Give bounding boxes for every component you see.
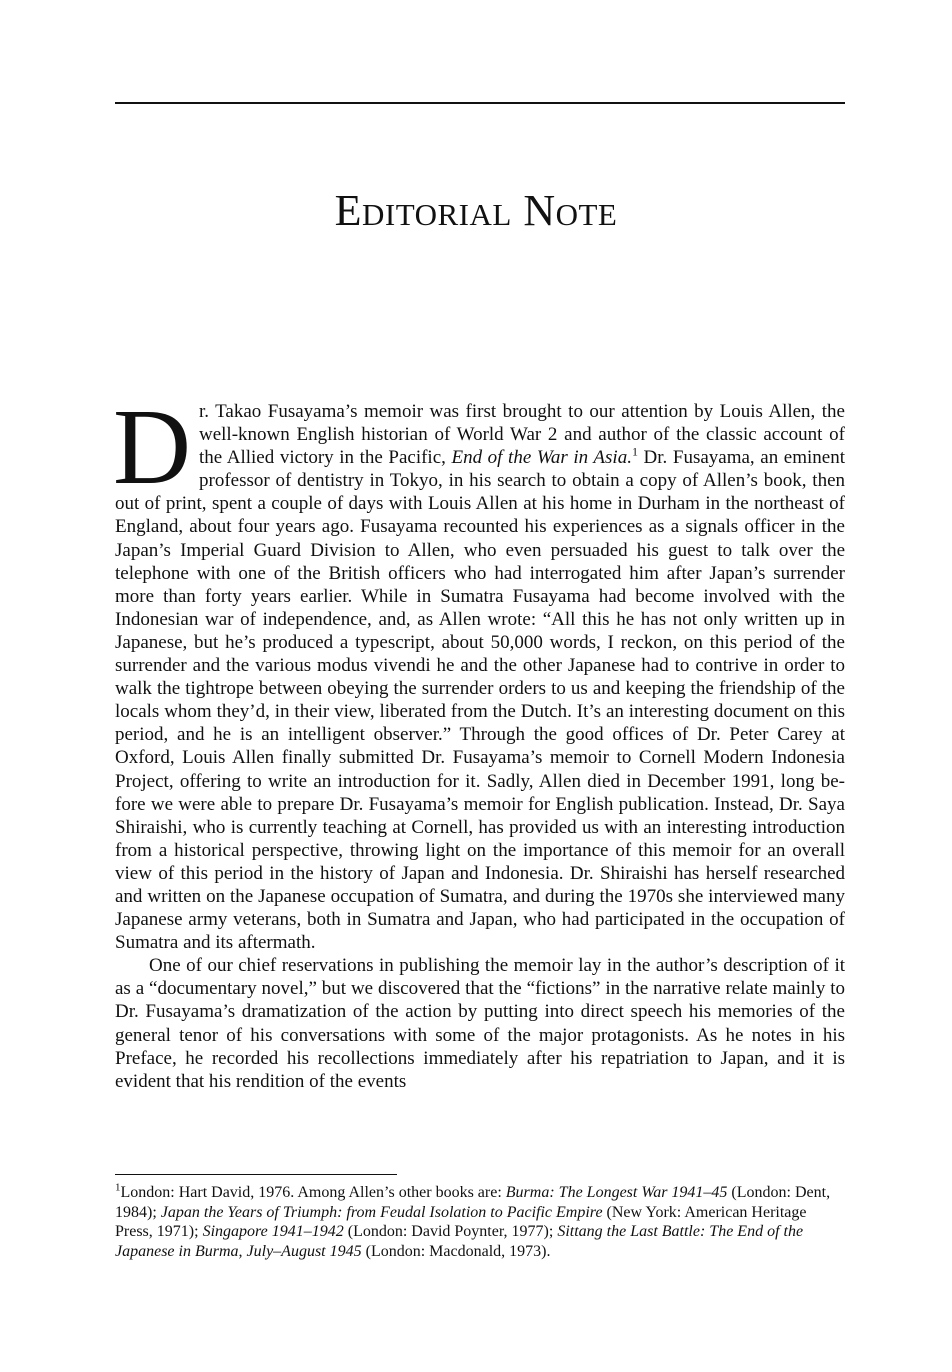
footnote-text-2: (London: Dent, 1984); <box>115 1184 831 1221</box>
footnote-mark: 1 <box>115 1181 121 1194</box>
footnote-text-1: London: Hart David, 1976. Among Allen’s other books are: <box>120 1184 506 1201</box>
footnote-reference: 1 <box>631 444 638 459</box>
paragraph-1-text: Dr. Fusayama, an eminent professor of dentistry in Tokyo, in his search to obtain a copy of Allen’s book, then out of print, spent a couple of days with Louis Allen at his home in Durham in the northeast of England, about four years ago. Fusayama recounted his experiences as a signals officer in the Japan’s Imperial Guard Division to Allen, who even persuaded his guest to talk over the telephone with one of the British officers who had interrogated him after Japan’s surrender more than forty years earlier. While in Sumatra Fusayama had become involved with the Indonesian war of independence, and, as Allen wrote: “All this he has not only written up in Japanese, but he’s produced a typescript, about 50,000 words, I reckon, on this period of the surrender and the various modus vivendi he and the other Japanese had to contrive in order to walk the tightrope between obeying the surrender orders to us and keeping the friendship of the locals whom they’d, in their view, liberated from the Dutch. It’s an interesting document on this period, and he is an intelligent observer.” Through the good offices of Dr. Peter Carey at Oxford, Louis Allen finally submitted Dr. Fusayama’s memoir to Cornell Modern Indonesia Project, offering to write an introduction for it. Sadly, Allen died in December 1991, long before we were able to prepare Dr. Fusayama’s memoir for English publication. Instead, Dr. Saya Shiraishi, who is currently teaching at Cornell, has provided us with an interesting introduction from a historical perspective, throwing light on the importance of this memoir for an overall view of this period in the history of Japan and Indonesia. Dr. Shiraishi has herself researched and written on the Japanese occupation of Sumatra, and during the 1970s she interviewed many Japanese army veterans, both in Sumatra and Japan, who had participated in the occupation of Sumatra and its aftermath. <box>115 447 845 954</box>
footnote-book-sittang: Sittang the Last Battle: The End of the Japanese in Burma, July–August 1945 <box>115 1223 804 1260</box>
book-title-end-of-the-war-in-asia: End of the War in Asia. <box>451 447 632 469</box>
footnote-rule <box>115 1174 397 1175</box>
drop-cap: D <box>113 388 191 507</box>
footnote-book-japan: Japan the Years of Triumph: from Feudal Isolation to Pacific Empire <box>160 1203 603 1221</box>
paragraph-2: One of our chief reservations in publishing the memoir lay in the author’s description of it as a “documentary novel,” but we discovered that the “fictions” in the narrative relate mainly to Dr. Fusayama’s dramatization of the action by putting into direct speech his memories of the general tenor of his conversations with some of the major protagonists. As he notes in his Preface, he recorded his recollections immediately after his repatriation to Japan, and it is evident that his rendition of the events <box>115 955 845 1092</box>
body-text <box>113 388 845 1093</box>
page-title: Editorial Note <box>334 186 618 235</box>
footnote-area <box>115 1174 845 1261</box>
footnote-text-3: (New York: American Heritage Press, 1971); <box>115 1203 807 1241</box>
footnote-1 <box>115 1183 845 1261</box>
footnote-text-4: (London: David Poynter, 1977); <box>343 1223 558 1241</box>
paragraph-1 <box>113 388 845 954</box>
footnote-text-5: (London: Macdonald, 1973). <box>361 1242 551 1260</box>
footnote-book-burma: Burma: The Longest War 1941–45 <box>505 1184 728 1201</box>
paragraph-1-intro: r. Takao Fusayama’s memoir was first brought to our attention by Louis Allen, the well-known English historian of World War 2 and author of the classic account of the Allied victory in the Pacific, <box>199 401 845 469</box>
header-rule <box>115 102 845 104</box>
footnote-book-singapore: Singapore 1941–1942 <box>202 1223 344 1241</box>
